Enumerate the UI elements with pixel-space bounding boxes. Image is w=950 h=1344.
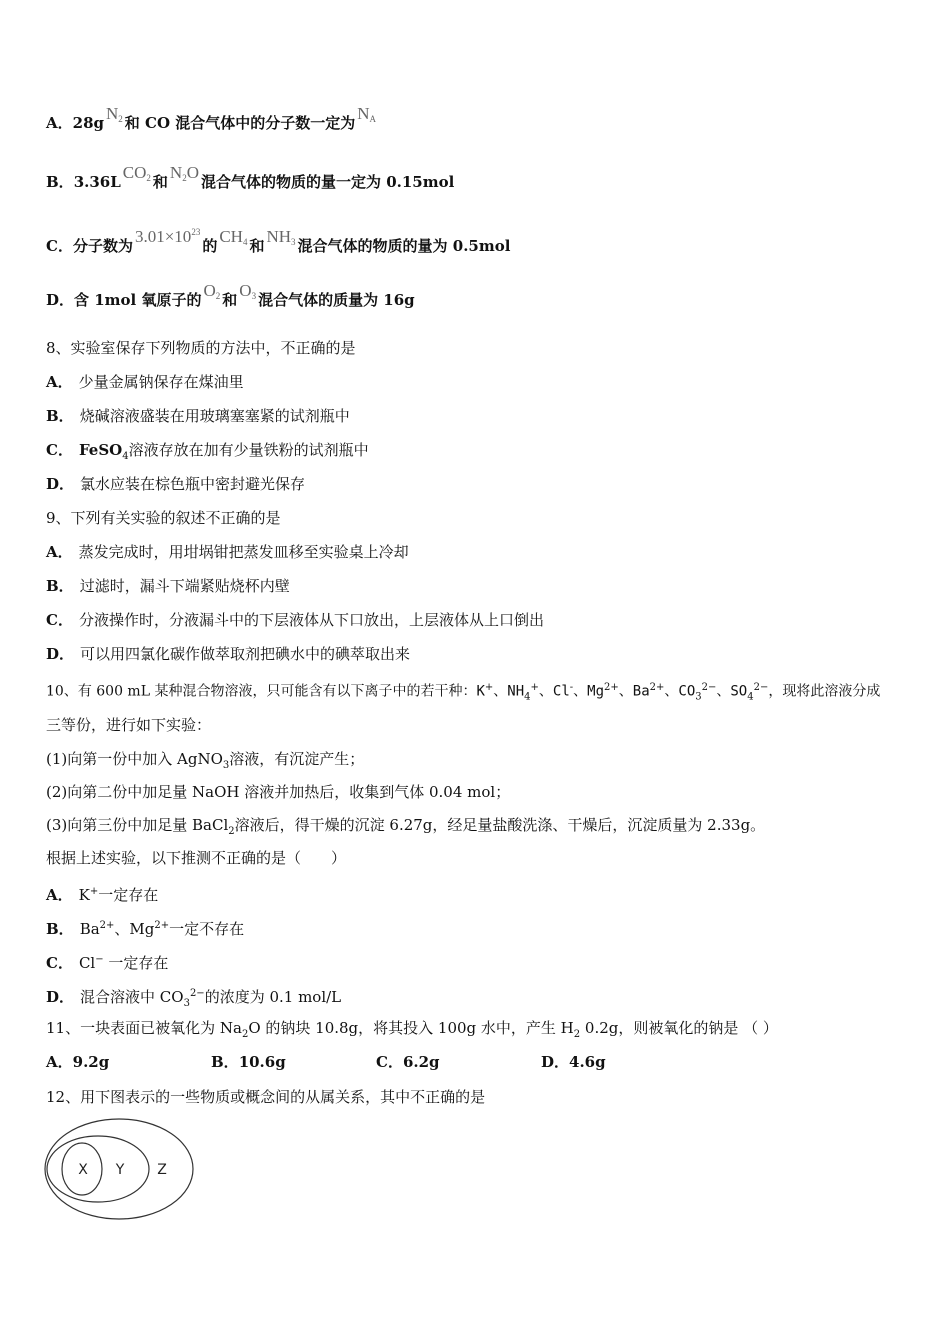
q9-stem: 9、下列有关实验的叙述不正确的是 — [46, 509, 281, 527]
q8-option-b: B． 烧碱溶液盛装在用玻璃塞塞紧的试剂瓶中 — [46, 407, 350, 425]
formula-n2o: $N_2O$ — [169, 163, 199, 183]
label-y: Y — [115, 1162, 125, 1178]
label-x: X — [78, 1162, 88, 1178]
q11-options — [46, 1052, 606, 1072]
q10-exp-2: (2)向第二份中加足量 NaOH 溶液并加热后，收集到气体 0.04 mol； — [46, 783, 511, 801]
formula-na: $N_A$ — [357, 104, 377, 124]
option-label: D． — [46, 291, 75, 309]
q11-option-c: C．6.2g — [376, 1053, 440, 1071]
q10-option-b: B． $Ba^{2+}$、$Mg^{2+}$一定不存在 — [46, 920, 245, 938]
q7-option-b: B．3.36L $CO_2$ 和 $N_2O$ 混合气体的物质的量一定为 0.15mol — [46, 163, 455, 191]
q8-option-c: C． FeSO$_4$溶液存放在加有少量铁粉的试剂瓶中 — [46, 441, 369, 462]
q11-stem: 11、一块表面已被氧化为 $Na_2O$ 的钠块 10.8g，将其投入 100g 水中，产生 $H_2$ 0.2g，则被氧化的钠是 （ ） — [46, 1019, 778, 1040]
venn-diagram — [42, 1118, 202, 1224]
q9-option-b: B． 过滤时，漏斗下端紧贴烧杯内壁 — [46, 577, 290, 595]
formula-n2: $N_2$ — [106, 104, 123, 124]
q10-exp-3: (3)向第三份中加足量 BaCl$_2$溶液后，得干燥的沉淀 6.27g，经足量盐酸洗涤、干燥后，沉淀质量为 2.33g。 — [46, 816, 766, 837]
q10-option-a: A． K+一定存在 — [46, 886, 159, 904]
formula-number: $3.01\times 10^{23}$ — [134, 227, 201, 246]
q8-option-d: D． 氯水应装在棕色瓶中密封避光保存 — [46, 475, 306, 493]
formula-nh3: $NH_3$ — [266, 227, 296, 247]
formula-ch4: $CH_4$ — [219, 227, 248, 247]
formula-o2: $O_2$ — [203, 281, 221, 301]
q10-exp-1: (1)向第一份中加入 AgNO$_3$溶液，有沉淀产生； — [46, 750, 365, 771]
q10-option-d: D． 混合溶液中 $CO_3^{2-}$的浓度为 0.1 mol/L — [46, 988, 342, 1009]
option-label: B． — [46, 173, 74, 191]
q10-stem: 10、有 600 mL 某种混合物溶液，只可能含有以下离子中的若干种：K+、$NH_4^+$、Cl-、$Mg^{2+}$、$Ba^{2+}$、$CO_3^{2-}$、$SO_4^{2-}$，现将此溶液分成 — [46, 682, 881, 703]
q8-stem: 8、实验室保存下列物质的方法中，不正确的是 — [46, 339, 356, 357]
q10-ask: 根据上述实验，以下推测不正确的是（ ） — [46, 849, 347, 867]
q11-option-b: B．10.6g — [211, 1053, 286, 1071]
formula-o3: $O_3$ — [239, 281, 257, 301]
q9-option-c: C． 分液操作时，分液漏斗中的下层液体从下口放出，上层液体从上口倒出 — [46, 611, 544, 629]
q11-option-d: D．4.6g — [541, 1053, 606, 1071]
q9-option-a: A． 蒸发完成时，用坩埚钳把蒸发皿移至实验桌上冷却 — [46, 543, 409, 561]
option-label: A． — [46, 114, 73, 132]
q7-option-d: D．含 1mol 氧原子的 $O_2$ 和 $O_3$ 混合气体的质量为 16g — [46, 281, 415, 309]
option-label: C． — [46, 237, 73, 255]
label-z: Z — [157, 1162, 167, 1178]
formula-co2: $CO_2$ — [122, 163, 151, 183]
q12-stem: 12、用下图表示的一些物质或概念间的从属关系，其中不正确的是 — [46, 1088, 486, 1106]
q8-option-a: A． 少量金属钠保存在煤油里 — [46, 373, 244, 391]
q9-option-d: D． 可以用四氯化碳作做萃取剂把碘水中的碘萃取出来 — [46, 645, 411, 663]
q10-option-c: C． Cl− 一定存在 — [46, 954, 169, 972]
q10-stem-cont: 三等份，进行如下实验： — [46, 716, 212, 734]
q7-option-a: A．28g $N_2$ 和 CO 混合气体中的分子数一定为 $N_A$ — [46, 104, 377, 132]
q7-option-c: C．分子数为 $3.01\times 10^{23}$的 $CH_4$ 和 $NH_3$ 混合气体的物质的量为 0.5mol — [46, 227, 511, 255]
q11-option-a: A．9.2g — [46, 1053, 110, 1071]
